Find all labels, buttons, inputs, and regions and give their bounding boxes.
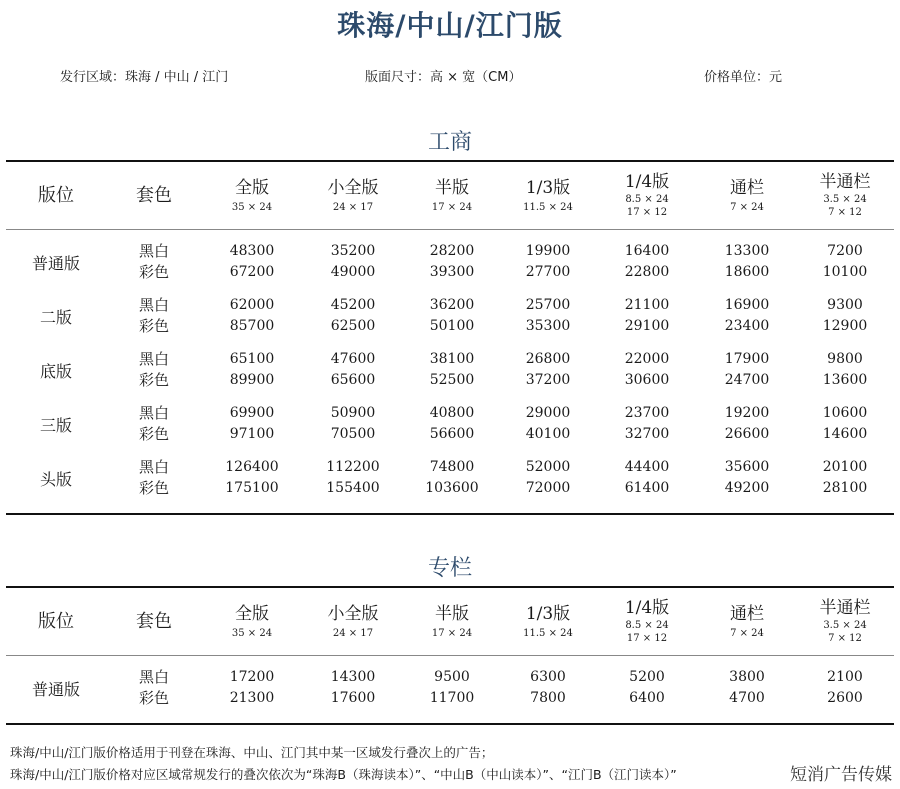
column-name: 半通栏	[819, 598, 871, 618]
column-size: 24 × 17	[332, 627, 374, 639]
price-cell	[796, 349, 894, 391]
price-table-zhuanlan	[6, 586, 894, 725]
price-bw: 9500	[434, 669, 470, 685]
price-bw: 74800	[429, 459, 475, 475]
column-name: 通栏	[730, 603, 764, 624]
table-header	[6, 588, 894, 656]
header-column-3	[500, 588, 596, 655]
column-name: 通栏	[730, 177, 764, 198]
price-color: 23400	[724, 318, 770, 334]
column-size: 7 × 24	[730, 201, 764, 213]
price-bw: 20100	[822, 459, 868, 475]
price-bw: 17900	[724, 351, 770, 367]
price-bw: 69900	[229, 405, 275, 421]
price-color: 32700	[624, 426, 670, 442]
price-cell	[500, 667, 596, 709]
price-color: 24700	[724, 372, 770, 388]
price-color: 61400	[624, 480, 670, 496]
price-cell	[202, 457, 302, 499]
column-size: 17 × 24	[431, 201, 473, 213]
price-bw: 28200	[429, 243, 475, 259]
price-color: 14600	[822, 426, 868, 442]
column-name: 半版	[435, 177, 469, 198]
price-cell	[596, 457, 698, 499]
price-bw: 50900	[330, 405, 376, 421]
price-cell	[500, 457, 596, 499]
table-row	[6, 241, 894, 295]
watermark: 短消广告传媒	[788, 760, 894, 785]
price-cell	[596, 349, 698, 391]
header-color-label: 套色	[136, 610, 172, 632]
header-column-5	[698, 588, 796, 655]
price-bw: 40800	[429, 405, 475, 421]
price-color: 13600	[822, 372, 868, 388]
price-color: 10100	[822, 264, 868, 280]
price-cell	[302, 295, 404, 337]
price-color: 175100	[225, 480, 279, 496]
price-bw: 9800	[827, 351, 863, 367]
price-color: 18600	[724, 264, 770, 280]
price-bw: 38100	[429, 351, 475, 367]
table-body	[6, 656, 894, 723]
price-bw: 17200	[229, 669, 275, 685]
column-size: 8.5 × 24	[625, 194, 669, 205]
table-header	[6, 162, 894, 230]
header-column-1	[302, 162, 404, 229]
price-bw: 6300	[530, 669, 566, 685]
header-position	[6, 588, 106, 655]
price-bw: 35600	[724, 459, 770, 475]
price-cell	[796, 403, 894, 445]
column-size: 17 × 24	[431, 627, 473, 639]
column-size-alt: 17 × 12	[626, 633, 668, 644]
row-color-labels	[106, 295, 202, 337]
header-column-4	[596, 588, 698, 655]
header-column-2	[404, 588, 500, 655]
price-bw: 21100	[624, 297, 670, 313]
price-bw: 3800	[729, 669, 765, 685]
header-column-1	[302, 588, 404, 655]
price-bw: 14300	[330, 669, 376, 685]
price-bw: 65100	[229, 351, 275, 367]
header-position-label: 版位	[38, 610, 74, 632]
column-name: 全版	[235, 603, 269, 624]
table-row	[6, 349, 894, 403]
header-color-label: 套色	[136, 184, 172, 206]
table-row	[6, 457, 894, 511]
header-column-0	[202, 588, 302, 655]
page-title: 珠海/中山/江门版	[337, 9, 563, 42]
header-column-4	[596, 162, 698, 229]
bw-label: 黑白	[138, 242, 169, 260]
price-cell	[302, 349, 404, 391]
price-cell	[698, 295, 796, 337]
column-size-alt: 7 × 12	[828, 207, 862, 218]
row-position: 底版	[39, 361, 72, 381]
price-bw: 10600	[822, 405, 868, 421]
price-bw: 2100	[827, 669, 863, 685]
price-bw: 13300	[724, 243, 770, 259]
price-cell	[202, 295, 302, 337]
price-cell	[404, 241, 500, 283]
price-color: 37200	[525, 372, 571, 388]
column-size: 7 × 24	[730, 627, 764, 639]
price-cell	[500, 349, 596, 391]
price-cell	[202, 403, 302, 445]
column-name: 1/4版	[624, 172, 670, 192]
header-column-3	[500, 162, 596, 229]
price-color: 27700	[525, 264, 571, 280]
price-cell	[302, 667, 404, 709]
price-color: 72000	[525, 480, 571, 496]
table-row	[6, 295, 894, 349]
price-cell	[202, 241, 302, 283]
price-cell	[302, 457, 404, 499]
row-position: 二版	[39, 307, 72, 327]
row-color-labels	[106, 403, 202, 445]
price-unit: 价格单位：元	[704, 70, 783, 85]
price-color: 70500	[330, 426, 376, 442]
note-line-2: 珠海/中山/江门版价格对应区域常规发行的叠次依次为“珠海B（珠海读本）”、“中山B（中山读本）”、“江门B（江门读本）”	[10, 767, 677, 782]
price-bw: 22000	[624, 351, 670, 367]
header-column-6	[796, 162, 894, 229]
price-cell	[796, 457, 894, 499]
row-color-labels	[106, 667, 202, 709]
price-color: 50100	[429, 318, 475, 334]
price-cell	[796, 295, 894, 337]
price-cell	[302, 403, 404, 445]
price-cell	[202, 667, 302, 709]
section-title-gongshang: 工商	[427, 130, 472, 155]
header-column-2	[404, 162, 500, 229]
bw-label: 黑白	[138, 350, 169, 368]
price-color: 22800	[624, 264, 670, 280]
column-size: 3.5 × 24	[823, 194, 867, 205]
price-cell	[796, 241, 894, 283]
price-bw: 44400	[624, 459, 670, 475]
price-bw: 9300	[827, 297, 863, 313]
price-color: 29100	[624, 318, 670, 334]
distribution-region: 发行区域：珠海 / 中山 / 江门	[60, 70, 229, 85]
layout-size-unit: 版面尺寸：高 × 宽（CM）	[365, 70, 522, 85]
price-cell	[404, 349, 500, 391]
price-bw: 25700	[525, 297, 571, 313]
column-size: 35 × 24	[231, 201, 273, 213]
price-bw: 62000	[229, 297, 275, 313]
price-bw: 16900	[724, 297, 770, 313]
price-bw: 16400	[624, 243, 670, 259]
price-cell	[202, 349, 302, 391]
column-size: 8.5 × 24	[625, 620, 669, 631]
price-cell	[404, 457, 500, 499]
price-cell	[796, 667, 894, 709]
price-bw: 45200	[330, 297, 376, 313]
table-row	[6, 667, 894, 721]
price-color: 103600	[425, 480, 479, 496]
price-color: 49000	[330, 264, 376, 280]
row-color-labels	[106, 349, 202, 391]
column-name: 全版	[235, 177, 269, 198]
price-color: 6400	[629, 690, 665, 706]
price-color: 67200	[229, 264, 275, 280]
header-column-0	[202, 162, 302, 229]
price-color: 52500	[429, 372, 475, 388]
price-bw: 29000	[525, 405, 571, 421]
price-bw: 48300	[229, 243, 275, 259]
bw-label: 黑白	[138, 458, 169, 476]
color-label: 彩色	[138, 479, 169, 497]
price-color: 65600	[330, 372, 376, 388]
table-row	[6, 403, 894, 457]
column-size: 35 × 24	[231, 627, 273, 639]
row-position: 三版	[39, 415, 72, 435]
color-label: 彩色	[138, 425, 169, 443]
color-label: 彩色	[138, 317, 169, 335]
price-color: 62500	[330, 318, 376, 334]
row-position: 头版	[39, 469, 72, 489]
header-color	[106, 588, 202, 655]
price-bw: 35200	[330, 243, 376, 259]
column-size-alt: 17 × 12	[626, 207, 668, 218]
column-size: 24 × 17	[332, 201, 374, 213]
price-color: 56600	[429, 426, 475, 442]
price-color: 30600	[624, 372, 670, 388]
price-cell	[596, 403, 698, 445]
price-cell	[698, 349, 796, 391]
price-cell	[698, 403, 796, 445]
price-bw: 5200	[629, 669, 665, 685]
price-bw: 19200	[724, 405, 770, 421]
column-name: 1/4版	[624, 598, 670, 618]
column-name: 小全版	[327, 177, 379, 198]
column-size: 3.5 × 24	[823, 620, 867, 631]
price-cell	[404, 403, 500, 445]
price-color: 7800	[530, 690, 566, 706]
price-color: 35300	[525, 318, 571, 334]
price-color: 21300	[229, 690, 275, 706]
price-color: 89900	[229, 372, 275, 388]
price-color: 12900	[822, 318, 868, 334]
price-bw: 19900	[525, 243, 571, 259]
price-bw: 23700	[624, 405, 670, 421]
column-name: 1/3版	[525, 603, 571, 624]
price-cell	[698, 457, 796, 499]
price-color: 155400	[326, 480, 380, 496]
price-color: 26600	[724, 426, 770, 442]
price-color: 49200	[724, 480, 770, 496]
price-color: 4700	[729, 690, 765, 706]
price-cell	[404, 667, 500, 709]
price-cell	[500, 403, 596, 445]
column-name: 1/3版	[525, 177, 571, 198]
row-color-labels	[106, 457, 202, 499]
column-size-alt: 7 × 12	[828, 633, 862, 644]
price-color: 85700	[229, 318, 275, 334]
color-label: 彩色	[138, 371, 169, 389]
bw-label: 黑白	[138, 404, 169, 422]
price-bw: 47600	[330, 351, 376, 367]
price-cell	[500, 241, 596, 283]
price-cell	[500, 295, 596, 337]
price-bw: 112200	[326, 459, 380, 475]
price-color: 17600	[330, 690, 376, 706]
price-cell	[698, 241, 796, 283]
price-cell	[596, 295, 698, 337]
header-color	[106, 162, 202, 229]
price-color: 28100	[822, 480, 868, 496]
price-bw: 7200	[827, 243, 863, 259]
price-cell	[596, 241, 698, 283]
price-bw: 126400	[225, 459, 279, 475]
price-cell	[596, 667, 698, 709]
price-color: 40100	[525, 426, 571, 442]
price-bw: 52000	[525, 459, 571, 475]
price-bw: 36200	[429, 297, 475, 313]
color-label: 彩色	[138, 263, 169, 281]
column-size: 11.5 × 24	[523, 627, 573, 639]
bw-label: 黑白	[138, 296, 169, 314]
header-column-5	[698, 162, 796, 229]
price-bw: 26800	[525, 351, 571, 367]
price-cell	[404, 295, 500, 337]
column-name: 小全版	[327, 603, 379, 624]
header-position-label: 版位	[38, 184, 74, 206]
column-name: 半通栏	[819, 172, 871, 192]
column-name: 半版	[435, 603, 469, 624]
price-color: 39300	[429, 264, 475, 280]
note-line-1: 珠海/中山/江门版价格适用于刊登在珠海、中山、江门其中某一区域发行叠次上的广告；	[10, 745, 494, 760]
color-label: 彩色	[138, 689, 169, 707]
price-table-gongshang	[6, 160, 894, 515]
bw-label: 黑白	[138, 668, 169, 686]
price-color: 2600	[827, 690, 863, 706]
section-title-zhuanlan: 专栏	[427, 556, 472, 581]
row-color-labels	[106, 241, 202, 283]
header-column-6	[796, 588, 894, 655]
table-body	[6, 230, 894, 513]
column-size: 11.5 × 24	[523, 201, 573, 213]
row-position: 普通版	[31, 253, 80, 273]
header-position	[6, 162, 106, 229]
row-position: 普通版	[31, 679, 80, 699]
price-cell	[698, 667, 796, 709]
price-cell	[302, 241, 404, 283]
price-color: 97100	[229, 426, 275, 442]
price-color: 11700	[429, 690, 475, 706]
